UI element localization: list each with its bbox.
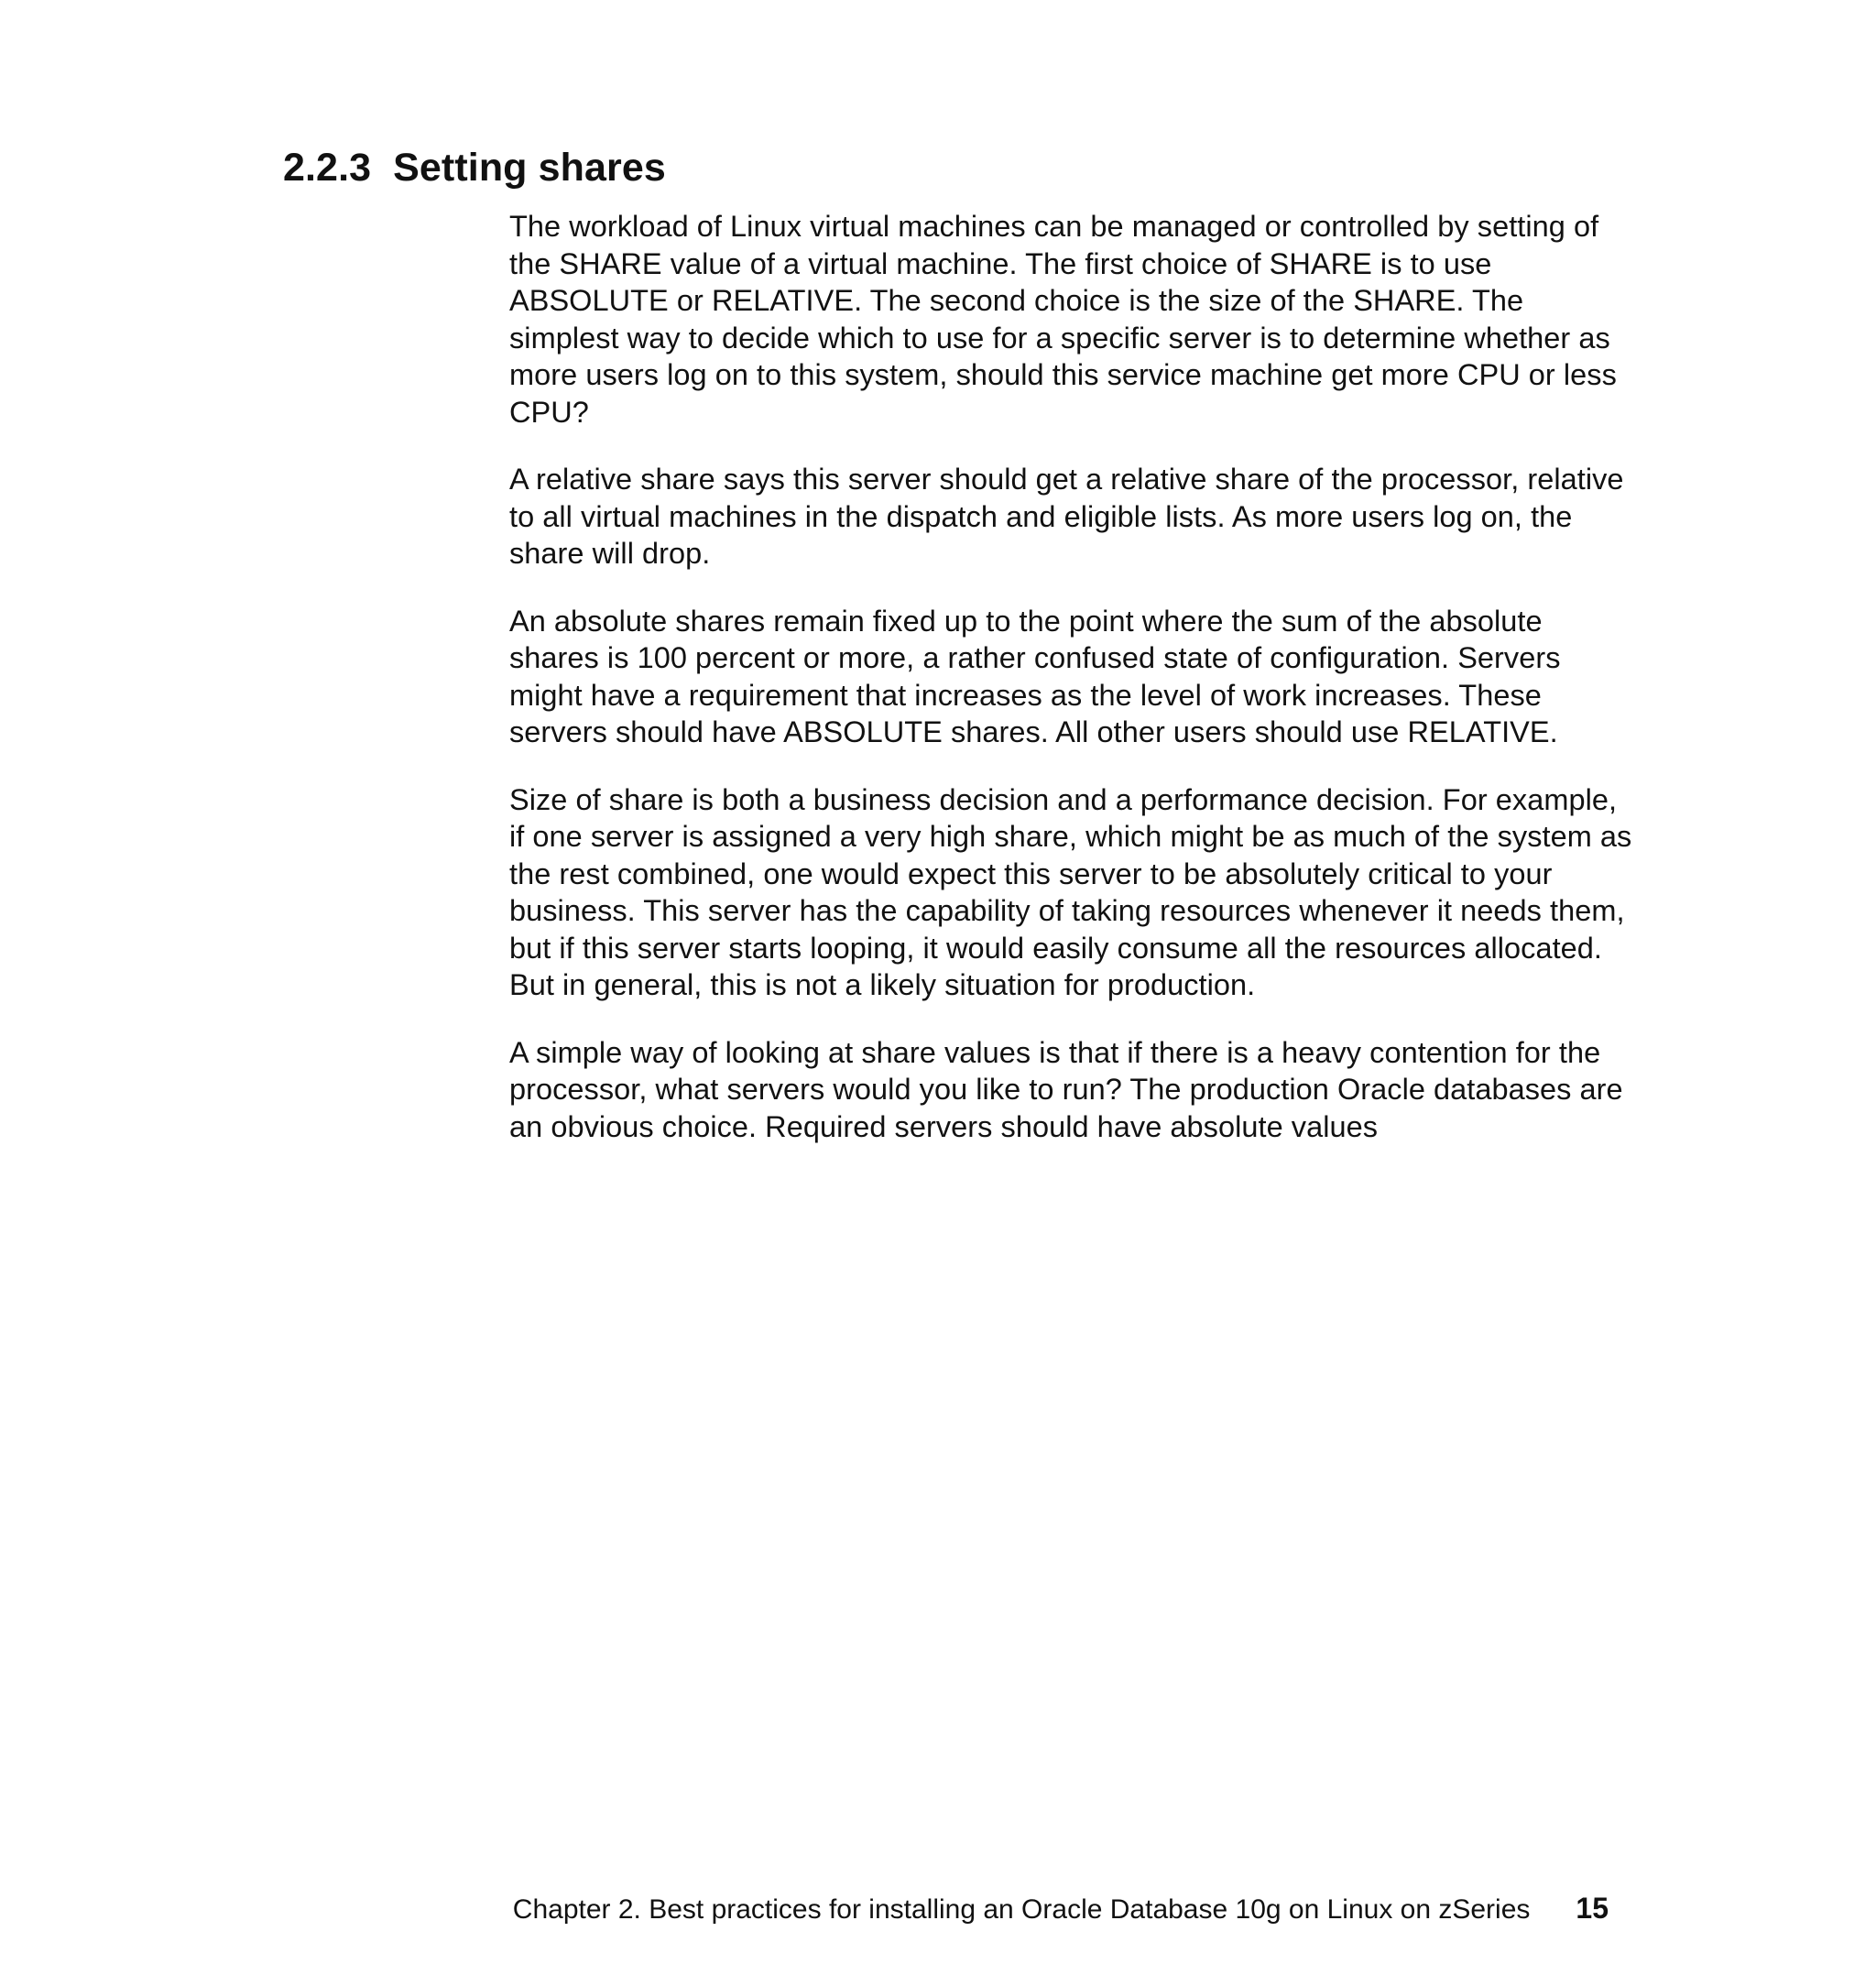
page-number: 15 (1576, 1892, 1609, 1925)
paragraph-share-values: A simple way of looking at share values is that if there is a heavy contention for the processor, what servers would you like to run? The production Oracle databases are an obvious choice. Required servers should have absolute values (509, 1035, 1623, 1143)
section-number: 2.2.3 (283, 146, 372, 190)
body-text (509, 208, 1636, 1175)
paragraph-relative-share: A relative share says this server should get a relative share of the processor, relative to all virtual machines in the dispatch and eligible lists. As more users log on, the share will drop. (509, 463, 1624, 570)
paragraph-absolute-share: An absolute shares remain fixed up to the point where the sum of the absolute shares is 100 percent or more, a rather confused state of configuration. Servers might have a requirement that increases as the level of work increases. These servers should have ABSOLUTE shares. All other users should use RELATIVE. (509, 604, 1561, 748)
section-title: Setting shares (393, 146, 666, 190)
page-footer (498, 1890, 1609, 1928)
paragraph-share-size: Size of share is both a business decision and a performance decision. For example, if one server is assigned a very high share, which might be as much of the system as the rest combined, one would expect this server to be absolutely critical to your business. This server has the capability of taking resources whenever it needs them, but if this server starts looping, it would easily consume all the resources allocated. But in general, this is not a likely situation for production. (509, 782, 1632, 1001)
section-heading (283, 139, 666, 196)
paragraph-share-choice: The workload of Linux virtual machines can be managed or controlled by setting of the SHARE value of a virtual machine. The first choice of SHARE is to use ABSOLUTE or RELATIVE. The second choice is the size of the SHARE. The simplest way to decide which to use for a specific server is to determine whether as more users log on to this system, should this service machine get more CPU or less CPU? (509, 210, 1617, 429)
footer-chapter-title: Chapter 2. Best practices for installing an Oracle Database 10g on Linux on zSeries (512, 1894, 1531, 1925)
